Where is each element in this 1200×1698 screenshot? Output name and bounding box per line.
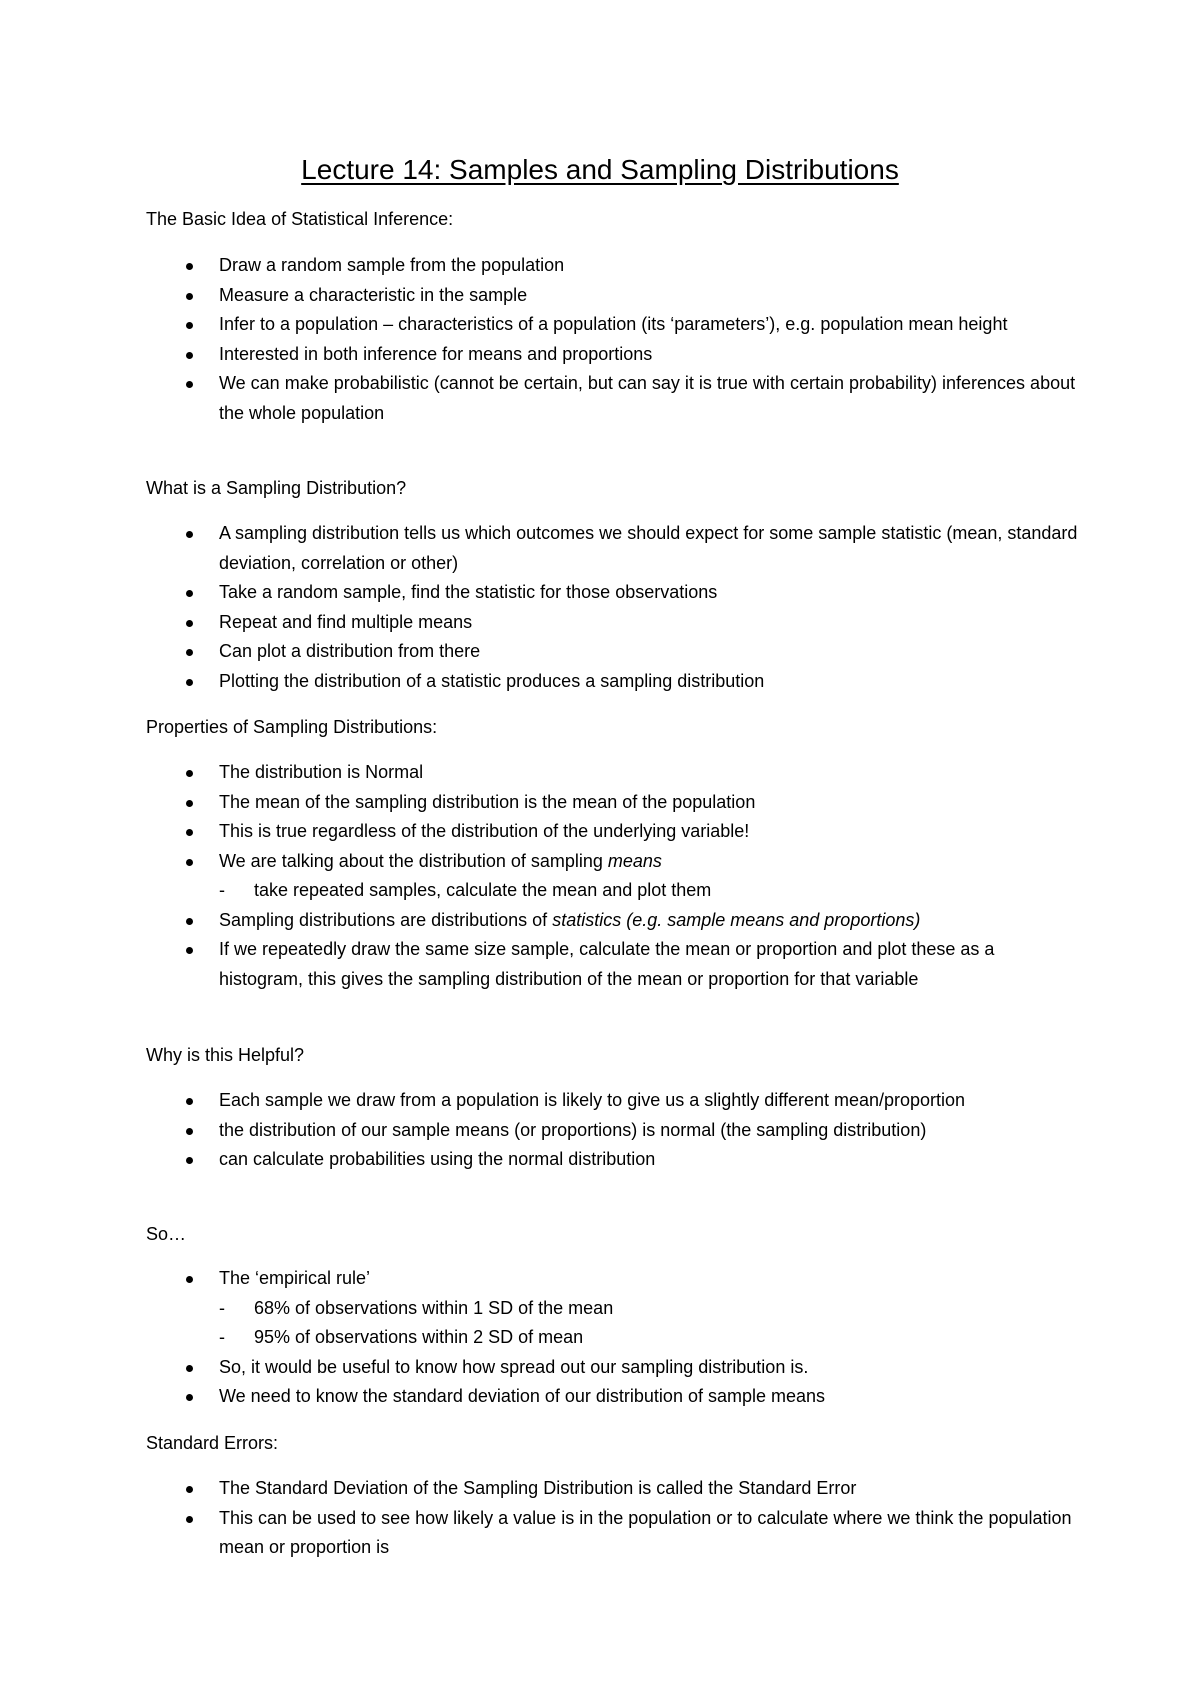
list-item: A sampling distribution tells us which outcomes we should expect for some sample statistic (mean, standard deviation, correlation or other) bbox=[0, 519, 1079, 578]
bullet-icon bbox=[186, 859, 193, 866]
section-heading: What is a Sampling Distribution? bbox=[146, 478, 407, 498]
bullet-icon bbox=[186, 1098, 193, 1105]
page-title: Lecture 14: Samples and Sampling Distributions bbox=[301, 154, 899, 185]
bullet-icon bbox=[186, 829, 193, 836]
section-heading: The Basic Idea of Statistical Inference: bbox=[146, 209, 454, 229]
list-item: Sampling distributions are distributions of statistics (e.g. sample means and proportions) bbox=[0, 906, 1079, 936]
bullet-list bbox=[0, 1264, 1200, 1412]
list-item: the distribution of our sample means (or proportions) is normal (the sampling distribution) bbox=[0, 1116, 1079, 1146]
bullet-icon bbox=[186, 800, 193, 807]
bullet-icon bbox=[186, 352, 193, 359]
list-item: We are talking about the distribution of sampling means bbox=[0, 847, 1079, 877]
bullet-icon bbox=[186, 531, 193, 538]
list-item: The distribution is Normal bbox=[0, 758, 1079, 788]
list-item: Repeat and find multiple means bbox=[0, 608, 1079, 638]
list-item: This can be used to see how likely a value is in the population or to calculate where we think the population mean or proportion is bbox=[0, 1504, 1079, 1563]
bullet-icon bbox=[186, 1276, 193, 1283]
dash-icon: - bbox=[219, 880, 225, 900]
bullet-icon bbox=[186, 649, 193, 656]
list-item: The mean of the sampling distribution is the mean of the population bbox=[0, 788, 1079, 818]
bullet-icon bbox=[186, 1157, 193, 1164]
sub-list-item: - 95% of observations within 2 SD of mean bbox=[0, 1323, 1079, 1353]
list-item: Can plot a distribution from there bbox=[0, 637, 1079, 667]
section-heading: Standard Errors: bbox=[146, 1433, 279, 1453]
list-item: can calculate probabilities using the normal distribution bbox=[0, 1145, 1079, 1175]
bullet-icon bbox=[186, 322, 193, 329]
section-heading: So… bbox=[146, 1224, 187, 1244]
bullet-list bbox=[0, 1474, 1200, 1563]
section-heading: Why is this Helpful? bbox=[146, 1045, 305, 1065]
dash-icon: - bbox=[219, 1327, 225, 1347]
bullet-icon bbox=[186, 918, 193, 925]
bullet-icon bbox=[186, 1394, 193, 1401]
list-item: We can make probabilistic (cannot be certain, but can say it is true with certain probability) inferences about the whole population bbox=[0, 369, 1079, 428]
bullet-icon bbox=[186, 1486, 193, 1493]
bullet-icon bbox=[186, 263, 193, 270]
list-item: Measure a characteristic in the sample bbox=[0, 281, 1079, 311]
bullet-icon bbox=[186, 293, 193, 300]
sub-list-item: - 68% of observations within 1 SD of the mean bbox=[0, 1294, 1079, 1324]
italic-text: means bbox=[607, 850, 662, 871]
bullet-icon bbox=[186, 770, 193, 777]
list-item: If we repeatedly draw the same size sample, calculate the mean or proportion and plot these as a histogram, this gives the sampling distribution of the mean or proportion for that variable bbox=[0, 935, 1079, 994]
bullet-icon bbox=[186, 947, 193, 954]
bullet-icon bbox=[186, 1365, 193, 1372]
list-item: The ‘empirical rule’ bbox=[0, 1264, 1079, 1294]
sub-list-item: - take repeated samples, calculate the mean and plot them bbox=[0, 876, 1079, 906]
bullet-list bbox=[0, 1086, 1200, 1175]
list-item: We need to know the standard deviation of our distribution of sample means bbox=[0, 1382, 1079, 1412]
dash-icon: - bbox=[219, 1297, 225, 1318]
bullet-icon bbox=[186, 1128, 193, 1135]
list-item: Infer to a population – characteristics of a population (its ‘parameters’), e.g. population mean height bbox=[0, 310, 1079, 340]
list-item: The Standard Deviation of the Sampling Distribution is called the Standard Error bbox=[0, 1474, 1079, 1504]
bullet-list bbox=[0, 758, 1200, 994]
list-item: So, it would be useful to know how spread out our sampling distribution is. bbox=[0, 1353, 1079, 1383]
bullet-icon bbox=[186, 381, 193, 388]
bullet-icon bbox=[186, 679, 193, 686]
bullet-icon bbox=[186, 590, 193, 597]
bullet-icon bbox=[186, 1516, 193, 1523]
list-item: Plotting the distribution of a statistic produces a sampling distribution bbox=[0, 667, 1079, 697]
bullet-icon bbox=[186, 620, 193, 627]
list-item: This is true regardless of the distribution of the underlying variable! bbox=[0, 817, 1079, 847]
section-heading: Properties of Sampling Distributions: bbox=[146, 717, 438, 737]
list-item: Interested in both inference for means and proportions bbox=[0, 340, 1079, 370]
bullet-list bbox=[0, 519, 1200, 696]
list-item: Take a random sample, find the statistic for those observations bbox=[0, 578, 1079, 608]
list-item: Each sample we draw from a population is likely to give us a slightly different mean/proportion bbox=[0, 1086, 1079, 1116]
list-item: Draw a random sample from the population bbox=[0, 251, 1079, 281]
italic-text: statistics (e.g. sample means and proportions) bbox=[552, 909, 921, 930]
bullet-list bbox=[0, 251, 1200, 428]
